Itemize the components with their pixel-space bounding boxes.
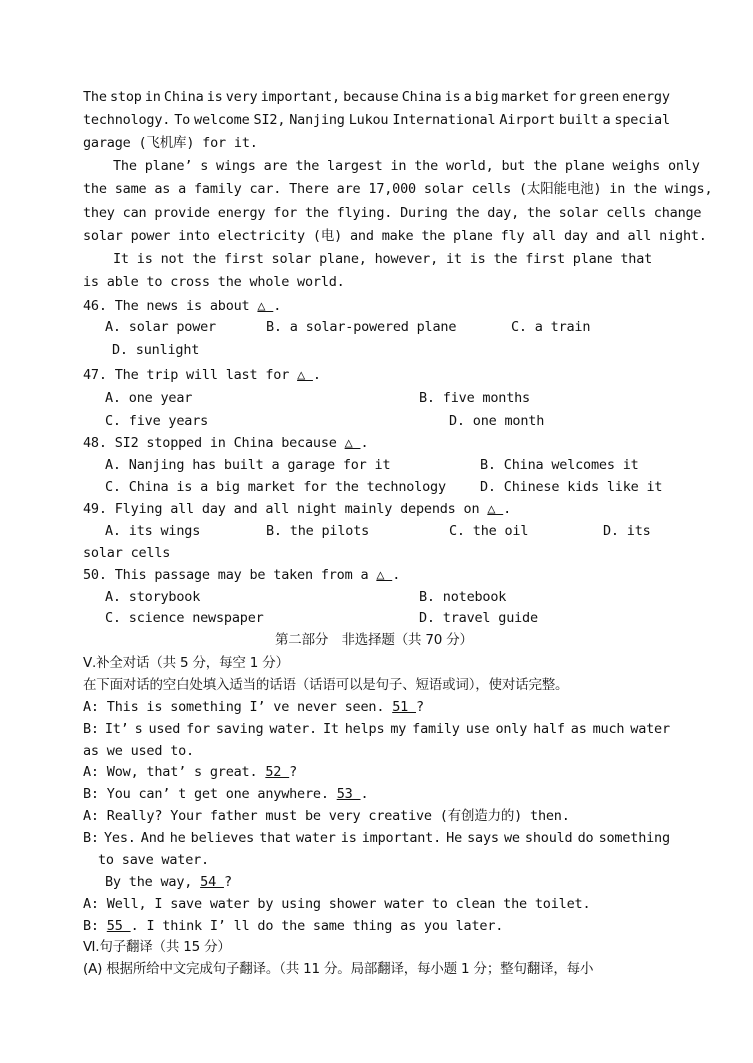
word: special bbox=[614, 112, 670, 128]
word: It bbox=[322, 721, 339, 737]
word: And bbox=[140, 830, 165, 846]
word: It’ bbox=[104, 721, 129, 737]
passage-line bbox=[83, 88, 670, 106]
option-c[interactable]: C. five years bbox=[105, 413, 209, 429]
option-d[interactable]: D. its bbox=[603, 523, 651, 539]
option-b[interactable]: B. a solar-powered plane bbox=[266, 319, 457, 335]
dialogue-line: A: This is something I’ ve never seen. 51 ? bbox=[83, 699, 424, 715]
blank-54[interactable]: 54 bbox=[200, 874, 224, 890]
word: in bbox=[144, 89, 161, 105]
word: International bbox=[392, 112, 496, 128]
blank-53[interactable]: 53 bbox=[336, 786, 361, 802]
dialogue-line: A: Well, I save water by using shower water to clean the toilet. bbox=[83, 896, 591, 912]
passage-line: the same as a family car. There are 17,000 solar cells (太阳能电池) in the wings, bbox=[83, 181, 713, 197]
word: B: bbox=[83, 830, 99, 846]
dialogue-line: as we used to. bbox=[83, 743, 194, 759]
word: SI2, bbox=[253, 112, 286, 128]
option-b[interactable]: B. five months bbox=[419, 390, 530, 406]
word: saving bbox=[215, 721, 264, 737]
dialogue-line: B: You can’ t get one anywhere. 53 . bbox=[83, 786, 369, 802]
option-b[interactable]: B. notebook bbox=[419, 589, 507, 605]
dialogue-line: A: Really? Your father must be very creative (有创造力的) then. bbox=[83, 808, 570, 824]
answer-blank[interactable]: △ bbox=[344, 435, 361, 451]
word: use bbox=[465, 721, 490, 737]
word: Nanjing bbox=[289, 112, 345, 128]
word: very bbox=[225, 89, 258, 105]
dialogue-line: to save water. bbox=[98, 852, 209, 868]
word: much bbox=[592, 721, 625, 737]
section-6-instruction: (A) 根据所给中文完成句子翻译。（共 11 分。局部翻译，每小题 1 分；整句翻译，每小 bbox=[83, 961, 594, 977]
answer-blank[interactable]: △ bbox=[297, 367, 313, 383]
word: helps bbox=[344, 721, 385, 737]
word: says bbox=[467, 830, 499, 846]
dialogue-line: By the way, 54 ? bbox=[105, 874, 232, 890]
question-50: 50. This passage may be taken from a △ . bbox=[83, 567, 401, 583]
option-c[interactable]: C. a train bbox=[511, 319, 591, 335]
word: is bbox=[444, 89, 461, 105]
option-d[interactable]: D. sunlight bbox=[112, 342, 200, 358]
word: used bbox=[148, 721, 181, 737]
word: a bbox=[602, 112, 611, 128]
word: for bbox=[186, 721, 210, 737]
passage-line bbox=[83, 111, 670, 129]
word: s bbox=[134, 721, 143, 737]
word: green bbox=[579, 89, 620, 105]
word: energy bbox=[622, 89, 670, 105]
word: family bbox=[412, 721, 460, 737]
word: The bbox=[83, 89, 107, 105]
word: we bbox=[503, 830, 520, 846]
option-a[interactable]: A. storybook bbox=[105, 589, 201, 605]
dialogue-line: B: 55 . I think I’ ll do the same thing as you later. bbox=[83, 918, 504, 934]
part-two-title: 第二部分 非选择题（共 70 分） bbox=[275, 632, 473, 648]
word: is bbox=[206, 89, 223, 105]
section-5-title: Ⅴ.补全对话（共 5 分，每空 1 分） bbox=[83, 655, 289, 671]
word: as bbox=[570, 721, 587, 737]
option-b[interactable]: B. the pilots bbox=[266, 523, 370, 539]
word: big bbox=[474, 89, 499, 105]
word: do bbox=[577, 830, 594, 846]
dialogue-line: A: Wow, that’ s great. 52 ? bbox=[83, 764, 298, 780]
word: believes bbox=[190, 830, 255, 846]
word: market bbox=[501, 89, 550, 105]
question-47: 47. The trip will last for △ . bbox=[83, 367, 321, 383]
question-48: 48. SI2 stopped in China because △ . bbox=[83, 435, 369, 451]
word: something bbox=[598, 830, 670, 846]
passage-line: is able to cross the whole world. bbox=[83, 274, 345, 290]
word: To bbox=[174, 112, 191, 128]
word: because bbox=[343, 89, 399, 105]
word: he bbox=[169, 830, 186, 846]
word: water. bbox=[269, 721, 317, 737]
passage-line: garage (飞机库) for it. bbox=[83, 135, 258, 151]
word: Yes. bbox=[103, 830, 136, 846]
word: for bbox=[552, 89, 577, 105]
passage-line: It is not the first solar plane, however, it is the first plane that bbox=[113, 251, 653, 267]
word: should bbox=[524, 830, 573, 846]
option-b[interactable]: B. China welcomes it bbox=[480, 457, 639, 473]
option-d-continued: solar cells bbox=[83, 545, 171, 561]
option-a[interactable]: A. its wings bbox=[105, 523, 201, 539]
option-c[interactable]: C. science newspaper bbox=[105, 610, 264, 626]
word: Airport bbox=[499, 112, 555, 128]
option-a[interactable]: A. Nanjing has built a garage for it bbox=[105, 457, 391, 473]
word: welcome bbox=[194, 112, 250, 128]
answer-blank[interactable]: △ bbox=[376, 567, 393, 583]
word: important. bbox=[361, 830, 442, 846]
word: important, bbox=[260, 89, 340, 105]
word: He bbox=[446, 830, 462, 846]
word: technology. bbox=[83, 112, 171, 128]
word: B: bbox=[83, 721, 99, 737]
word: China bbox=[401, 89, 442, 105]
word: stop bbox=[109, 89, 142, 105]
word: is bbox=[340, 830, 357, 846]
blank-51[interactable]: 51 bbox=[392, 699, 416, 715]
passage-line: solar power into electricity (电) and make the plane fly all day and all night. bbox=[83, 228, 707, 244]
dialogue-line bbox=[83, 720, 670, 738]
passage-line: The plane’ s wings are the largest in the world, but the plane weighs only bbox=[113, 158, 700, 174]
option-d[interactable]: D. Chinese kids like it bbox=[480, 479, 663, 495]
option-c[interactable]: C. the oil bbox=[449, 523, 529, 539]
word: only bbox=[495, 721, 528, 737]
question-49: 49. Flying all day and all night mainly depends on △ . bbox=[83, 501, 512, 517]
word: China bbox=[163, 89, 204, 105]
blank-52[interactable]: 52 bbox=[265, 764, 290, 780]
word: Lukou bbox=[348, 112, 389, 128]
word: water bbox=[296, 830, 336, 846]
option-c[interactable]: C. China is a big market for the technology bbox=[105, 479, 446, 495]
word: my bbox=[390, 721, 407, 737]
word: that bbox=[259, 830, 291, 846]
passage-line: they can provide energy for the flying. During the day, the solar cells change bbox=[83, 205, 702, 221]
blank-55[interactable]: 55 bbox=[106, 918, 131, 934]
word: built bbox=[558, 112, 599, 128]
question-46: 46. The news is about △ . bbox=[83, 298, 282, 314]
word: half bbox=[533, 721, 565, 737]
answer-blank[interactable]: △ bbox=[487, 501, 504, 517]
option-a[interactable]: A. solar power bbox=[105, 319, 216, 335]
dialogue-line bbox=[83, 829, 670, 847]
answer-blank[interactable]: △ bbox=[257, 298, 274, 314]
section-6-title: Ⅵ.句子翻译（共 15 分） bbox=[83, 939, 231, 955]
word: water bbox=[630, 721, 670, 737]
word: a bbox=[463, 89, 472, 105]
option-d[interactable]: D. travel guide bbox=[419, 610, 538, 626]
option-a[interactable]: A. one year bbox=[105, 390, 193, 406]
option-d[interactable]: D. one month bbox=[449, 413, 545, 429]
section-5-instruction: 在下面对话的空白处填入适当的话语（话语可以是句子、短语或词），使对话完整。 bbox=[83, 677, 569, 693]
